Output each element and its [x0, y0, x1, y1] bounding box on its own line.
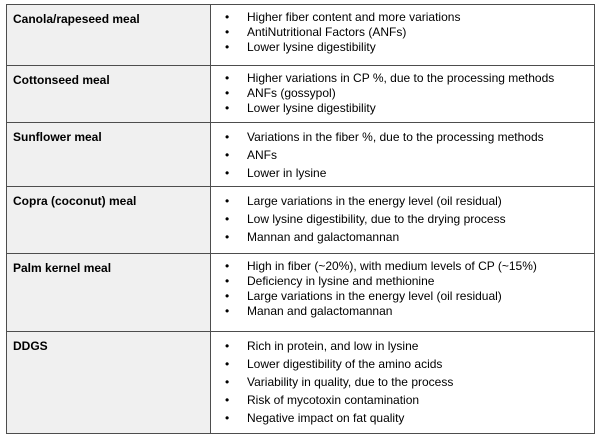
ingredient-name-cell: [7, 187, 211, 254]
ingredient-name-cell: [7, 5, 211, 66]
properties-list: [211, 337, 590, 427]
properties-list: [211, 259, 590, 319]
ingredient-name: Canola/rapeseed meal: [13, 12, 140, 26]
table-row: [7, 332, 595, 434]
list-item: • Variations in the fiber %, due to the processing methods: [211, 128, 590, 146]
properties-cell: [211, 332, 595, 434]
ingredient-name: DDGS: [13, 339, 48, 353]
table-row: [7, 123, 595, 187]
properties-cell: [211, 5, 595, 66]
list-item: • Higher fiber content and more variations: [211, 10, 590, 25]
list-item: • Mannan and galactomannan: [211, 228, 590, 246]
ingredient-name: Sunflower meal: [13, 130, 102, 144]
properties-list: [211, 128, 590, 182]
properties-cell: [211, 123, 595, 187]
table-row: [7, 5, 595, 66]
list-item: • Negative impact on fat quality: [211, 409, 590, 427]
properties-list: [211, 10, 590, 55]
ingredient-name: Copra (coconut) meal: [13, 194, 137, 208]
properties-cell: [211, 66, 595, 123]
list-item: • Risk of mycotoxin contamination: [211, 391, 590, 409]
ingredient-name: Palm kernel meal: [13, 261, 112, 275]
table-row: [7, 187, 595, 254]
list-item: • ANFs: [211, 146, 590, 164]
table-row: [7, 254, 595, 332]
list-item: • Low lysine digestibility, due to the drying process: [211, 210, 590, 228]
ingredient-name-cell: [7, 254, 211, 332]
list-item: • Manan and galactomannan: [211, 304, 590, 319]
list-item: • Lower lysine digestibility: [211, 40, 590, 55]
list-item: • Variability in quality, due to the process: [211, 373, 590, 391]
properties-list: [211, 192, 590, 246]
list-item: • AntiNutritional Factors (ANFs): [211, 25, 590, 40]
list-item: • Higher variations in CP %, due to the processing methods: [211, 71, 590, 86]
list-item: • Large variations in the energy level (oil residual): [211, 289, 590, 304]
list-item: • High in fiber (~20%), with medium levels of CP (~15%): [211, 259, 590, 274]
list-item: • Deficiency in lysine and methionine: [211, 274, 590, 289]
list-item: • Lower in lysine: [211, 164, 590, 182]
properties-cell: [211, 254, 595, 332]
ingredient-name-cell: [7, 123, 211, 187]
list-item: • ANFs (gossypol): [211, 86, 590, 101]
list-item: • Rich in protein, and low in lysine: [211, 337, 590, 355]
list-item: • Lower digestibility of the amino acids: [211, 355, 590, 373]
properties-cell: [211, 187, 595, 254]
ingredient-name: Cottonseed meal: [13, 73, 110, 87]
properties-list: [211, 71, 590, 116]
ingredient-name-cell: [7, 66, 211, 123]
list-item: • Lower lysine digestibility: [211, 101, 590, 116]
feed-ingredient-table: [6, 4, 595, 434]
list-item: • Large variations in the energy level (oil residual): [211, 192, 590, 210]
table-row: [7, 66, 595, 123]
ingredient-name-cell: [7, 332, 211, 434]
